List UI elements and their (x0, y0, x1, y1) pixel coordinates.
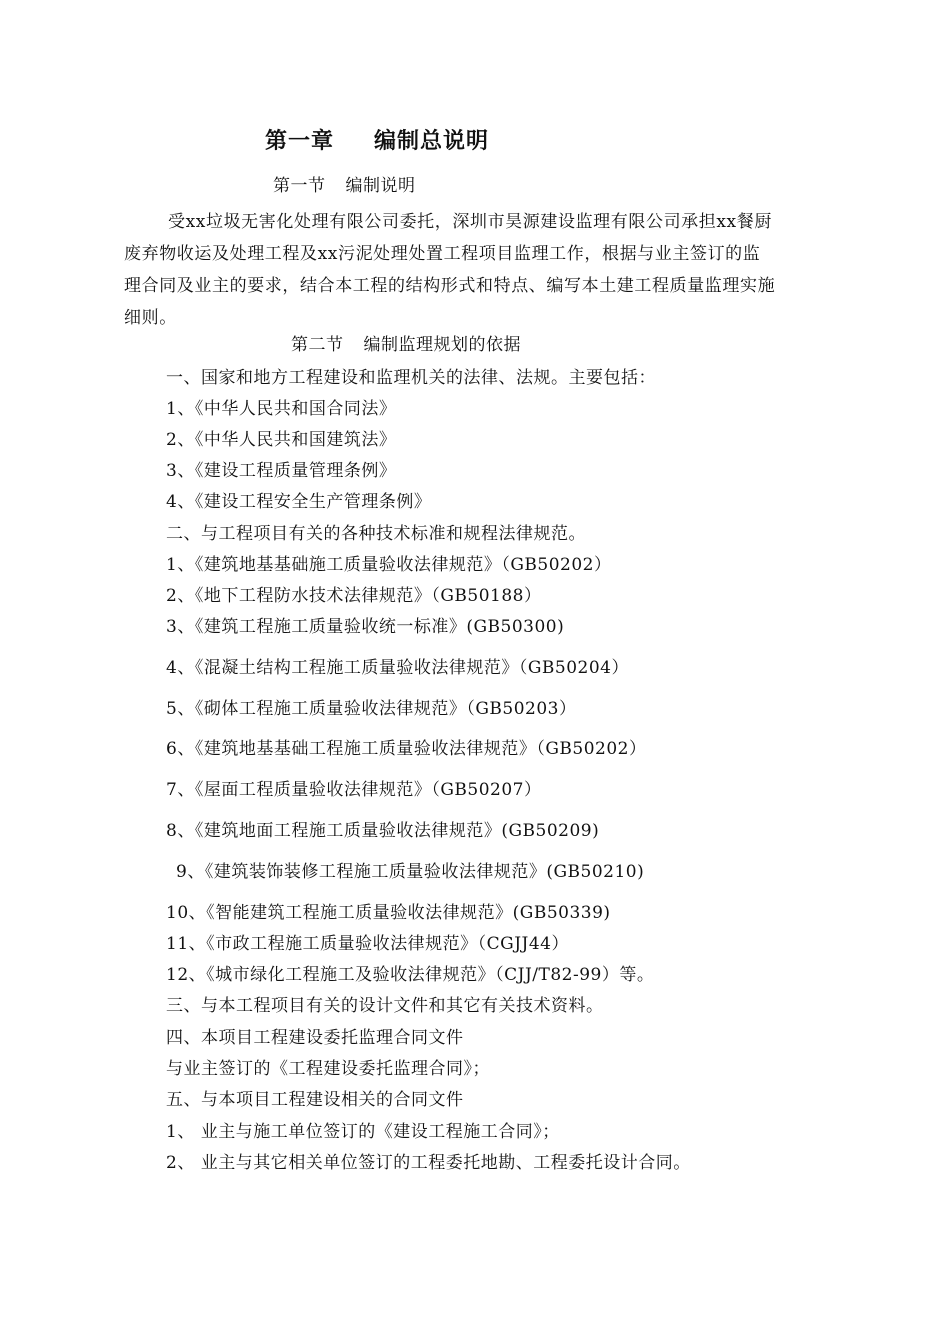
intro-line: 受xx垃圾无害化处理有限公司委托，深圳市昊源建设监理有限公司承担xx餐厨 (168, 212, 772, 232)
list-item: 2、《中华人民共和国建筑法》 (166, 430, 397, 450)
section-title: 编制监理规划的依据 (363, 335, 521, 355)
list-item: 2、《地下工程防水技术法律规范》（GB50188） (166, 586, 542, 606)
section-heading-2 (291, 333, 521, 357)
list-item: 三、与本工程项目有关的设计文件和其它有关技术资料。 (166, 996, 604, 1016)
list-item: 5、《砌体工程施工质量验收法律规范》（GB50203） (166, 699, 577, 719)
list-item: 二、与工程项目有关的各种技术标准和规程法律规范。 (166, 524, 586, 544)
chapter-heading (265, 126, 489, 156)
intro-line: 废弃物收运及处理工程及xx污泥处理处置工程项目监理工作，根据与业主签订的监 (124, 244, 761, 264)
list-item: 4、《建设工程安全生产管理条例》 (166, 492, 432, 512)
intro-line: 细则。 (124, 308, 177, 328)
chapter-number: 第一章 (265, 128, 335, 154)
section-heading-1 (273, 174, 416, 198)
list-item: 4、《混凝土结构工程施工质量验收法律规范》（GB50204） (166, 658, 629, 678)
list-item: 11、《市政工程施工质量验收法律规范》（CGJJ44） (166, 934, 569, 954)
list-item: 9、《建筑装饰装修工程施工质量验收法律规范》(GB50210) (176, 862, 645, 882)
list-item: 3、《建设工程质量管理条例》 (166, 461, 397, 481)
list-item: 五、与本项目工程建设相关的合同文件 (166, 1090, 464, 1110)
list-item: 1、《建筑地基基础施工质量验收法律规范》（GB50202） (166, 555, 612, 575)
list-item: 一、国家和地方工程建设和监理机关的法律、法规。主要包括： (166, 368, 656, 388)
list-item: 8、《建筑地面工程施工质量验收法律规范》(GB50209) (166, 821, 600, 841)
chapter-title: 编制总说明 (374, 128, 490, 154)
list-item: 7、《屋面工程质量验收法律规范》（GB50207） (166, 780, 542, 800)
list-item: 10、《智能建筑工程施工质量验收法律规范》(GB50339) (166, 903, 611, 923)
intro-line: 理合同及业主的要求，结合本工程的结构形式和特点、编写本土建工程质量监理实施 (124, 276, 776, 296)
section-title: 编制说明 (345, 176, 416, 196)
list-item: 3、《建筑工程施工质量验收统一标准》(GB50300) (166, 617, 565, 637)
list-item: 1、《中华人民共和国合同法》 (166, 399, 397, 419)
list-item: 12、《城市绿化工程施工及验收法律规范》（CJJ/T82-99）等。 (166, 965, 655, 985)
list-item: 与业主签订的《工程建设委托监理合同》； (166, 1059, 490, 1079)
section-number: 第一节 (273, 176, 326, 196)
intro-paragraph (124, 206, 836, 334)
list-item: 四、本项目工程建设委托监理合同文件 (166, 1028, 464, 1048)
list-item: 6、《建筑地基基础工程施工质量验收法律规范》（GB50202） (166, 739, 647, 759)
list-item: 1、 业主与施工单位签订的《建设工程施工合同》； (166, 1122, 560, 1142)
list-item: 2、 业主与其它相关单位签订的工程委托地勘、工程委托设计合同。 (166, 1153, 691, 1173)
section-number: 第二节 (291, 335, 344, 355)
